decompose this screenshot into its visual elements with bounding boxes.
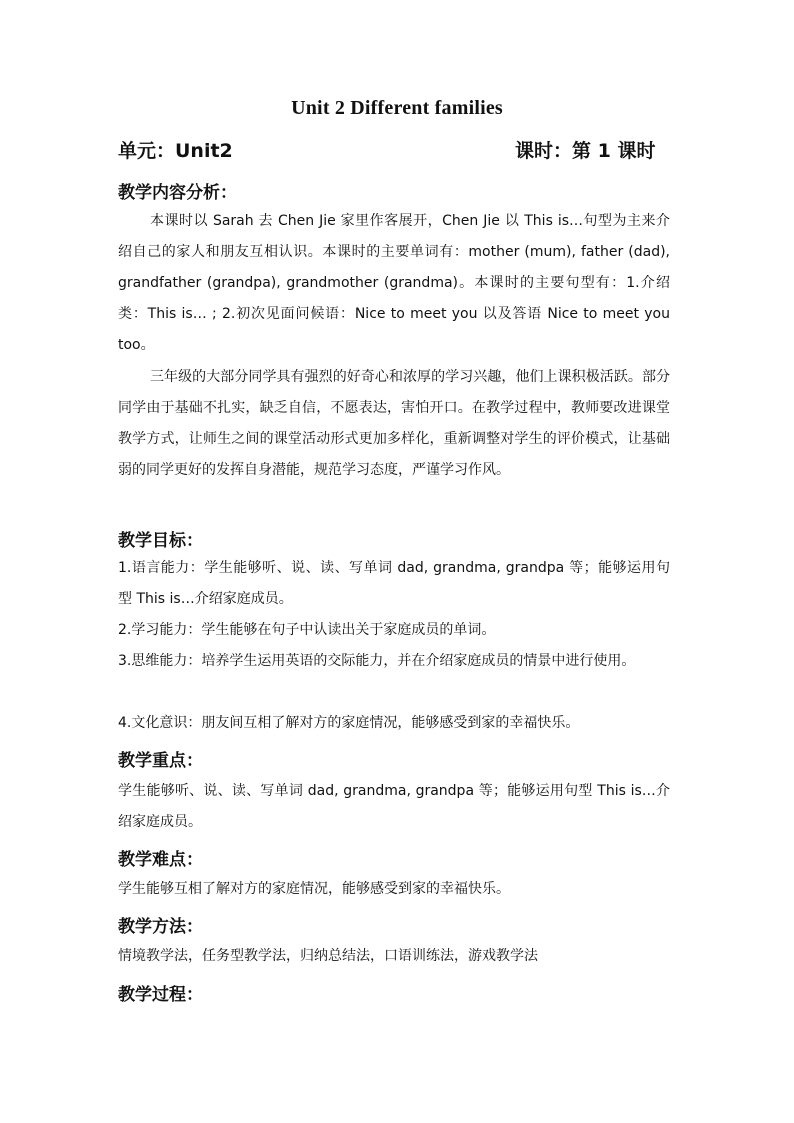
methods-heading: 教学方法： <box>118 917 203 937</box>
objective-item-1: 1.语言能力：学生能够听、说、读、写单词 dad, grandma, grandpa 等；能够运用句型 This is…介绍家庭成员。 <box>118 560 670 607</box>
content-analysis-paragraph-1: 本课时以 Sarah 去 Chen Jie 家里作客展开，Chen Jie 以 This is…句型为主来介绍自己的家人和朋友互相认识。本课时的主要单词有：mother (mum), father (dad), grandfather (grandpa), grandmother (grandma)。本课时的主要句型有：1.介绍类：This is… ; 2.初次见面问候语：Nice to meet you 以及答语 Nice to meet you too。 <box>118 213 670 353</box>
objective-item-2: 2.学习能力：学生能够在句子中认读出关于家庭成员的单词。 <box>118 622 496 638</box>
content-analysis-heading: 教学内容分析： <box>118 183 237 203</box>
objective-item-3: 3.思维能力：培养学生运用英语的交际能力，并在介绍家庭成员的情景中进行使用。 <box>118 653 636 669</box>
difficulties-text: 学生能够互相了解对方的家庭情况，能够感受到家的幸福快乐。 <box>118 881 510 897</box>
lesson-period-label: 课时：第 1 课时 <box>515 140 656 162</box>
key-points-text: 学生能够听、说、读、写单词 dad, grandma, grandpa 等；能够运用句型 This is…介绍家庭成员。 <box>118 783 670 830</box>
content-analysis-paragraph-2: 三年级的大部分同学具有强烈的好奇心和浓厚的学习兴趣，他们上课积极活跃。部分同学由于基础不扎实，缺乏自信，不愿表达，害怕开口。在教学过程中，教师要改进课堂教学方式，让师生之间的课堂活动形式更加多样化，重新调整对学生的评价模式，让基础弱的同学更好的发挥自身潜能，规范学习态度，严谨学习作风。 <box>118 369 670 478</box>
objective-item-4: 4.文化意识：朋友间互相了解对方的家庭情况，能够感受到家的幸福快乐。 <box>118 715 580 731</box>
key-points-heading: 教学重点： <box>118 751 203 771</box>
objectives-heading: 教学目标： <box>118 531 203 551</box>
unit-label: 单元：Unit2 <box>118 140 233 162</box>
process-heading: 教学过程： <box>118 985 203 1005</box>
difficulties-heading: 教学难点： <box>118 850 203 870</box>
methods-text: 情境教学法，任务型教学法，归纳总结法，口语训练法，游戏教学法 <box>118 948 538 964</box>
lesson-info-row <box>118 136 668 162</box>
document-title: Unit 2 Different families <box>291 97 503 119</box>
